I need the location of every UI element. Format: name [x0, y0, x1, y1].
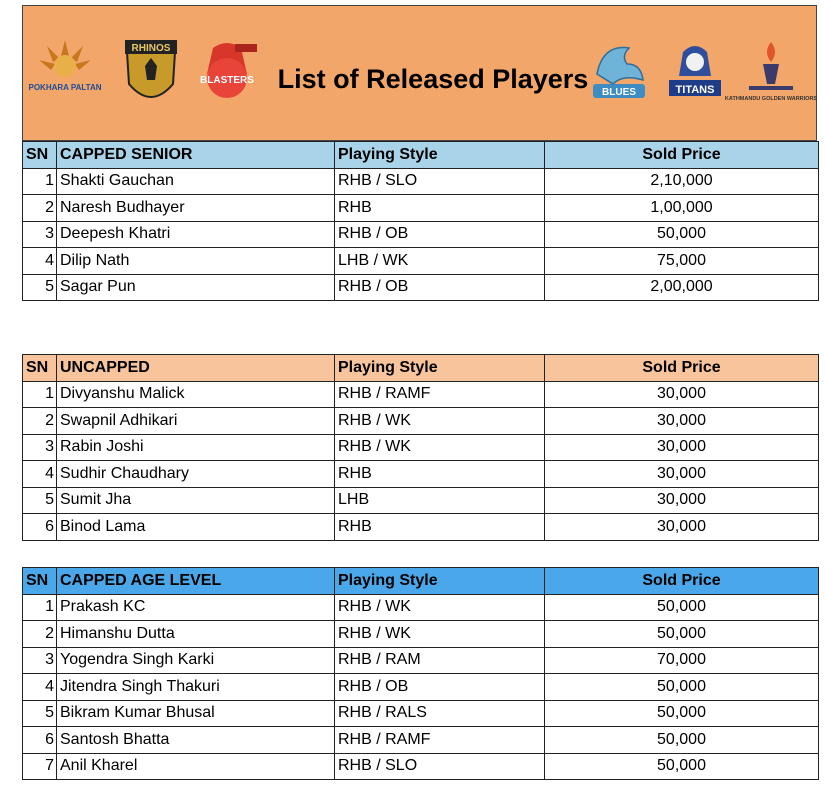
sold-price-header: Sold Price	[545, 568, 819, 595]
sn-cell: 2	[23, 621, 57, 648]
sold-price-cell: 2,10,000	[545, 168, 819, 195]
sold-price-cell: 30,000	[545, 514, 819, 541]
sn-header: SN	[23, 568, 57, 595]
titans-logo	[659, 34, 731, 114]
table-row	[23, 700, 819, 727]
sold-price-cell: 50,000	[545, 221, 819, 248]
player-name-cell: Jitendra Singh Thakuri	[57, 674, 335, 701]
lalitpur-blasters-logo	[191, 34, 263, 114]
player-name-cell: Prakash KC	[57, 594, 335, 621]
sn-cell: 6	[23, 514, 57, 541]
player-name-cell: Swapnil Adhikari	[57, 408, 335, 435]
playing-style-cell: RHB	[335, 514, 545, 541]
table-row	[23, 594, 819, 621]
table-row	[23, 621, 819, 648]
sn-cell: 1	[23, 168, 57, 195]
playing-style-cell: RHB / WK	[335, 408, 545, 435]
kathmandu-golden-warriors-logo	[724, 34, 818, 114]
table-row	[23, 195, 819, 222]
header-banner	[22, 5, 817, 141]
sold-price-cell: 70,000	[545, 647, 819, 674]
sn-cell: 3	[23, 221, 57, 248]
playing-style-cell: RHB / RAMF	[335, 727, 545, 754]
player-name-cell: Deepesh Khatri	[57, 221, 335, 248]
playing-style-header: Playing Style	[335, 355, 545, 382]
playing-style-cell: RHB / WK	[335, 594, 545, 621]
sn-cell: 3	[23, 647, 57, 674]
sold-price-cell: 30,000	[545, 461, 819, 488]
table-row	[23, 434, 819, 461]
sold-price-cell: 30,000	[545, 408, 819, 435]
sold-price-cell: 2,00,000	[545, 274, 819, 301]
sn-cell: 2	[23, 195, 57, 222]
table-row	[23, 647, 819, 674]
playing-style-cell: RHB	[335, 195, 545, 222]
table-row	[23, 274, 819, 301]
playing-style-cell: RHB / SLO	[335, 753, 545, 780]
playing-style-cell: LHB / WK	[335, 248, 545, 275]
table-header-row	[23, 568, 819, 595]
sn-cell: 1	[23, 381, 57, 408]
player-name-cell: Santosh Bhatta	[57, 727, 335, 754]
sold-price-cell: 75,000	[545, 248, 819, 275]
player-name-cell: Divyanshu Malick	[57, 381, 335, 408]
playing-style-cell: RHB / OB	[335, 274, 545, 301]
player-name-cell: Anil Kharel	[57, 753, 335, 780]
playing-style-cell: RHB / WK	[335, 621, 545, 648]
category-header: CAPPED SENIOR	[57, 142, 335, 169]
playing-style-cell: RHB / SLO	[335, 168, 545, 195]
sn-cell: 3	[23, 434, 57, 461]
pokhara-paltan-logo	[29, 34, 101, 114]
sold-price-cell: 30,000	[545, 434, 819, 461]
sold-price-cell: 50,000	[545, 700, 819, 727]
table-row	[23, 487, 819, 514]
sold-price-cell: 30,000	[545, 381, 819, 408]
table-row	[23, 461, 819, 488]
sn-cell: 6	[23, 727, 57, 754]
biratnagar-blues-logo	[583, 34, 655, 114]
table-header-row	[23, 142, 819, 169]
player-name-cell: Bikram Kumar Bhusal	[57, 700, 335, 727]
sold-price-cell: 50,000	[545, 621, 819, 648]
player-name-cell: Sagar Pun	[57, 274, 335, 301]
svg-text:KATHMANDU GOLDEN WARRIORS: KATHMANDU GOLDEN WARRIORS	[724, 96, 818, 102]
playing-style-cell: RHB / RALS	[335, 700, 545, 727]
sn-cell: 4	[23, 674, 57, 701]
sn-header: SN	[23, 142, 57, 169]
capped-age-level-table	[22, 567, 819, 780]
svg-text:TITANS: TITANS	[675, 84, 715, 96]
table-row	[23, 381, 819, 408]
playing-style-cell: RHB	[335, 461, 545, 488]
sold-price-cell: 50,000	[545, 594, 819, 621]
sn-cell: 4	[23, 248, 57, 275]
playing-style-cell: LHB	[335, 487, 545, 514]
sn-cell: 4	[23, 461, 57, 488]
playing-style-cell: RHB / WK	[335, 434, 545, 461]
sn-cell: 2	[23, 408, 57, 435]
playing-style-cell: RHB / RAMF	[335, 381, 545, 408]
svg-text:POKHARA PALTAN: POKHARA PALTAN	[28, 83, 102, 92]
playing-style-header: Playing Style	[335, 142, 545, 169]
playing-style-cell: RHB / OB	[335, 674, 545, 701]
table-row	[23, 514, 819, 541]
sold-price-cell: 50,000	[545, 753, 819, 780]
sn-cell: 5	[23, 274, 57, 301]
page-title: List of Released Players	[277, 64, 589, 94]
playing-style-header: Playing Style	[335, 568, 545, 595]
player-name-cell: Dilip Nath	[57, 248, 335, 275]
player-name-cell: Binod Lama	[57, 514, 335, 541]
table-row	[23, 221, 819, 248]
sold-price-cell: 30,000	[545, 487, 819, 514]
category-header: UNCAPPED	[57, 355, 335, 382]
table-row	[23, 408, 819, 435]
sold-price-header: Sold Price	[545, 355, 819, 382]
sn-header: SN	[23, 355, 57, 382]
sold-price-cell: 50,000	[545, 674, 819, 701]
category-header: CAPPED AGE LEVEL	[57, 568, 335, 595]
player-name-cell: Sudhir Chaudhary	[57, 461, 335, 488]
uncapped-table	[22, 354, 819, 541]
sn-cell: 7	[23, 753, 57, 780]
table-row	[23, 674, 819, 701]
table-row	[23, 248, 819, 275]
chitwan-rhinos-logo	[115, 34, 187, 114]
svg-text:BLUES: BLUES	[602, 87, 636, 98]
sold-price-cell: 1,00,000	[545, 195, 819, 222]
table-row	[23, 168, 819, 195]
playing-style-cell: RHB / OB	[335, 221, 545, 248]
table-header-row	[23, 355, 819, 382]
sn-cell: 5	[23, 700, 57, 727]
player-name-cell: Sumit Jha	[57, 487, 335, 514]
player-name-cell: Rabin Joshi	[57, 434, 335, 461]
svg-text:BLASTERS: BLASTERS	[200, 75, 254, 86]
player-name-cell: Naresh Budhayer	[57, 195, 335, 222]
table-row	[23, 727, 819, 754]
playing-style-cell: RHB / RAM	[335, 647, 545, 674]
sold-price-cell: 50,000	[545, 727, 819, 754]
player-name-cell: Yogendra Singh Karki	[57, 647, 335, 674]
player-name-cell: Himanshu Dutta	[57, 621, 335, 648]
sold-price-header: Sold Price	[545, 142, 819, 169]
sn-cell: 1	[23, 594, 57, 621]
table-row	[23, 753, 819, 780]
capped-senior-table	[22, 141, 819, 301]
svg-text:RHINOS: RHINOS	[131, 43, 171, 54]
player-name-cell: Shakti Gauchan	[57, 168, 335, 195]
sn-cell: 5	[23, 487, 57, 514]
